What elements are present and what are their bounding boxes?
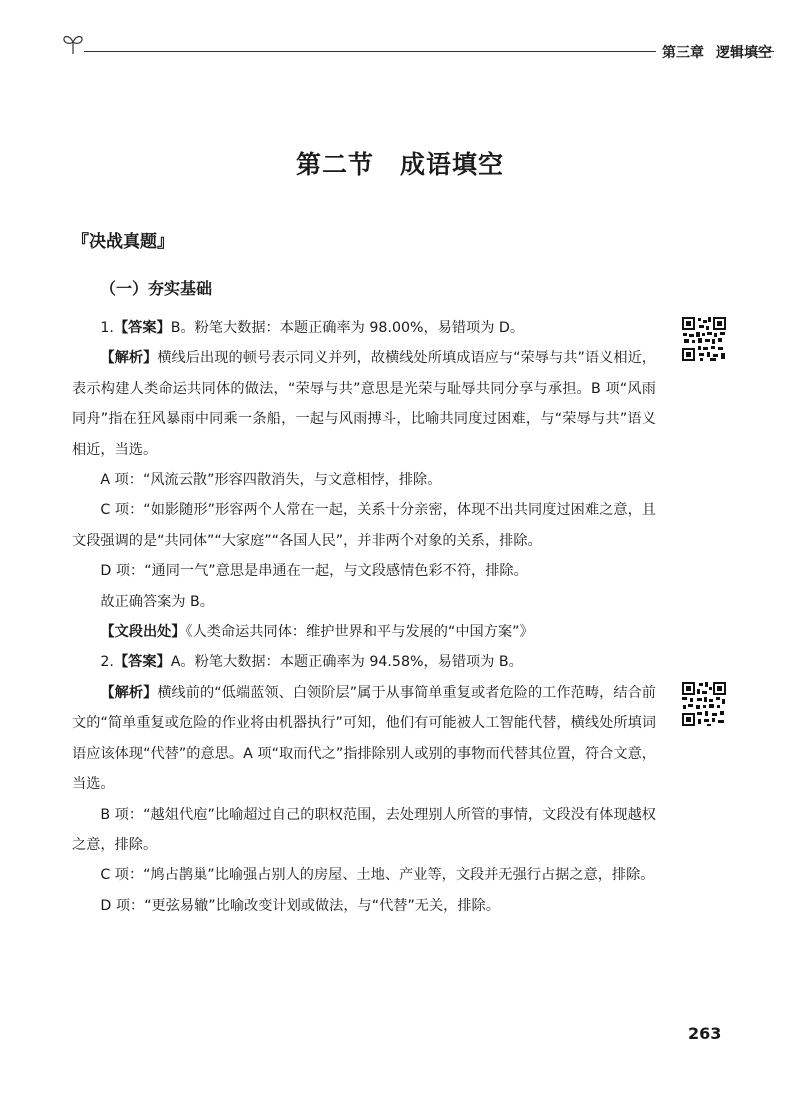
q2-option-d: D 项：“更弦易辙”比喻改变计划或做法，与“代替”无关，排除。: [100, 897, 500, 914]
q2-number: 2.: [100, 654, 114, 671]
q2-analysis-text: 横线前的“低端蓝领、白领阶层”属于从事简单重复或者危险的工作范畴，结合前文的“简单重复或危险的作业将由机器执行”可知，他们有可能被人工智能代替，横线处所填词语应该体现“代替”的意思。A 项“取而代之”指排除别人或别的事物而代替其位置，符合文意，当选。: [72, 684, 656, 793]
q2-analysis: [72, 678, 656, 800]
corner-bracket-right-icon: 』: [157, 232, 174, 252]
q2-answer: [72, 647, 656, 677]
section-number: 第二节: [295, 150, 374, 179]
chapter-title: 逻辑填空: [716, 45, 772, 61]
q1-source-text: 《人类命运共同体：维护世界和平与发展的“中国方案”》: [185, 624, 534, 641]
q1-option-d: D 项：“通同一气”意思是串通在一起，与文段感情色彩不符，排除。: [100, 563, 528, 580]
q1-source: [72, 617, 656, 647]
q2-option-b: B 项：“越俎代庖”比喻超过自己的职权范围，去处理别人所管的事情，文段没有体现越权之意，排除。: [72, 806, 656, 853]
block-heading-text: 决战真题: [89, 232, 157, 252]
q1-number: 1.: [100, 320, 114, 336]
chapter-header: [662, 42, 772, 62]
chapter-label: 第三章: [662, 45, 704, 61]
q1-answer: [72, 313, 656, 343]
answer-content: [72, 313, 656, 921]
sprout-icon: [62, 30, 84, 56]
block-heading: [72, 227, 174, 252]
q1-option-a: A 项：“风流云散”形容四散消失，与文意相悖，排除。: [100, 472, 442, 489]
q1-answer-text: B。粉笔大数据：本题正确率为 98.00%，易错项为 D。: [170, 320, 525, 336]
q1-conclusion: 故正确答案为 B。: [100, 593, 214, 610]
q1-answer-tag: 【答案】: [113, 320, 171, 336]
page-header: [62, 30, 774, 66]
header-rule-left: [84, 51, 656, 52]
page-number: 263: [688, 1024, 722, 1043]
q1-analysis-text: 横线后出现的顿号表示同义并列，故横线处所填成语应与“荣辱与共”语义相近，表示构建人类命运共同体的做法，“荣辱与共”意思是光荣与耻辱共同分享与承担。B 项“风雨同舟”指在狂风暴雨中同乘一条船，一起与风雨搏斗，比喻共同度过困难，与“荣辱与共”语义相近，当选。: [72, 350, 656, 458]
qr-code-icon[interactable]: [681, 316, 727, 362]
section-title: [0, 145, 800, 181]
q2-analysis-tag: 【解析】: [100, 684, 158, 701]
q2-answer-tag: 【答案】: [113, 654, 171, 671]
q1-option-c: C 项：“如影随形”形容两个人常在一起，关系十分亲密，体现不出共同度过困难之意，且文段强调的是“共同体”“大家庭”“各国人民”，并非两个对象的关系，排除。: [72, 502, 656, 549]
q1-analysis: [72, 343, 656, 465]
corner-bracket-left-icon: 『: [72, 232, 89, 252]
q1-source-tag: 【文段出处】: [100, 624, 186, 641]
qr-code-icon[interactable]: [681, 681, 727, 727]
q2-option-c: C 项：“鸠占鹊巢”比喻强占别人的房屋、土地、产业等，文段并无强行占据之意，排除。: [100, 867, 655, 884]
q2-answer-text: A。粉笔大数据：本题正确率为 94.58%，易错项为 B。: [170, 654, 523, 671]
section-name: 成语填空: [400, 150, 505, 179]
subheading: （一）夯实基础: [100, 279, 213, 298]
header-rule-right: [748, 51, 774, 52]
q1-analysis-tag: 【解析】: [100, 350, 158, 367]
